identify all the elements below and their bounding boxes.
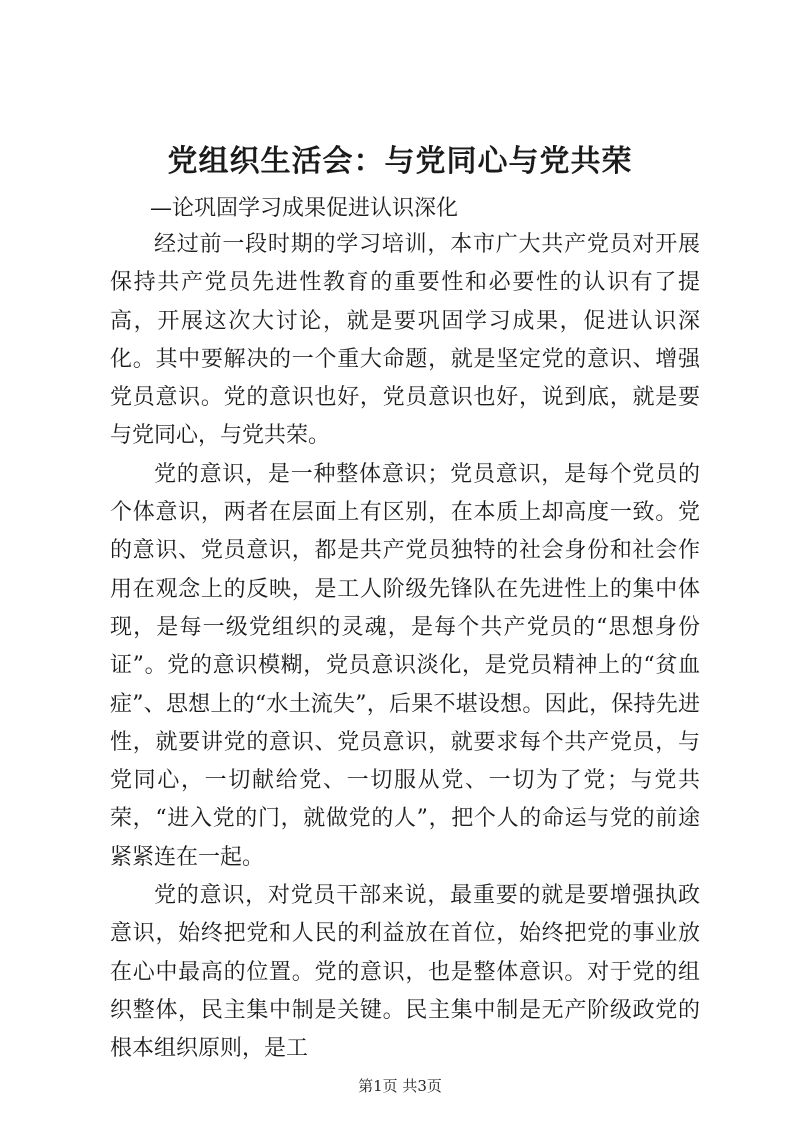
page-title: 党组织生活会：与党同心与党共荣 [167,144,633,179]
paragraph: 党的意识，对党员干部来说，最重要的就是要增强执政意识，始终把党和人民的利益放在首位，始终把党的事业放在心中最高的位置。党的意识，也是整体意识。对于党的组织整体，民主集中制是关键。民主集中制是无产阶级政党的根本组织原则，是工 [110,883,700,1062]
subtitle: —论巩固学习成果促进认识深化 [150,196,459,221]
document-body [110,226,700,1069]
paragraph: 党的意识，是一种整体意识；党员意识，是每个党员的个体意识，两者在层面上有区别，在本质上却高度一致。党的意识、党员意识，都是共产党员独特的社会身份和社会作用在观念上的反映，是工人阶级先锋队在先进性上的集中体现，是每一级党组织的灵魂，是每个共产党员的“思想身份证”。党的意识模糊，党员意识淡化，是党员精神上的“贫血症”、思想上的“水土流失”，后果不堪设想。因此，保持先进性，就要讲党的意识、党员意识，就要求每个共产党员，与党同心，一切献给党、一切服从党、一切为了党；与党共荣，“进入党的门，就做党的人”，把个人的命运与党的前途紧紧连在一起。 [110,461,700,870]
paragraph: 经过前一段时期的学习培训，本市广大共产党员对开展保持共产党员先进性教育的重要性和必要性的认识有了提高，开展这次大讨论，就是要巩固学习成果，促进认识深化。其中要解决的一个重大命题，就是坚定党的意识、增强党员意识。党的意识也好，党员意识也好，说到底，就是要与党同心，与党共荣。 [110,232,700,449]
page-number-footer: 第1页 共3页 [358,1077,442,1095]
